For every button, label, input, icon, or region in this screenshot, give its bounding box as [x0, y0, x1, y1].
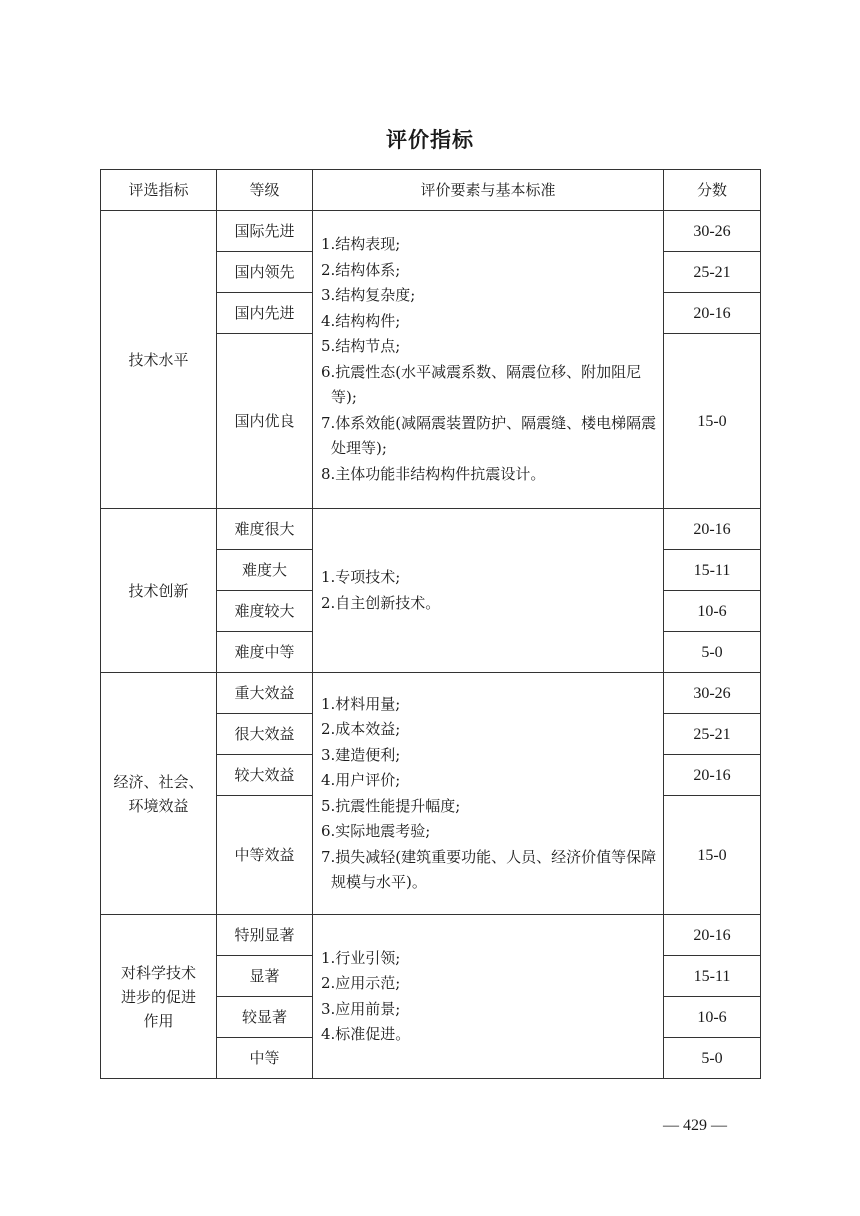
score-cell: 15-11 [664, 956, 761, 997]
score-cell: 15-11 [664, 550, 761, 591]
header-score: 分数 [664, 170, 761, 211]
score-cell: 15-0 [664, 334, 761, 509]
criteria-item: 6.实际地震考验; [321, 822, 431, 840]
header-grade: 等级 [217, 170, 313, 211]
category-cell: 对科学技术进步的促进作用 [101, 915, 217, 1079]
grade-cell: 难度很大 [217, 509, 313, 550]
page-title: 评价指标 [386, 128, 474, 152]
grade-cell: 难度中等 [217, 632, 313, 673]
criteria-cell [313, 509, 664, 673]
grade-cell: 特别显著 [217, 915, 313, 956]
score-cell: 10-6 [664, 591, 761, 632]
grade-cell: 中等效益 [217, 796, 313, 915]
criteria-cell [313, 673, 664, 915]
score-cell: 10-6 [664, 997, 761, 1038]
criteria-item: 3.应用前景; [321, 999, 401, 1018]
score-cell: 5-0 [664, 1038, 761, 1079]
criteria-item: 3.结构复杂度; [321, 286, 416, 304]
criteria-item: 4.结构构件; [321, 311, 401, 330]
criteria-item: 7.体系效能(减隔震装置防护、隔震缝、楼电梯隔震处理等); [321, 413, 657, 457]
score-cell: 30-26 [664, 673, 761, 714]
score-cell: 5-0 [664, 632, 761, 673]
criteria-cell [313, 915, 664, 1079]
grade-cell: 国内领先 [217, 252, 313, 293]
grade-cell: 难度较大 [217, 591, 313, 632]
score-cell: 20-16 [664, 509, 761, 550]
grade-cell: 难度大 [217, 550, 313, 591]
grade-cell: 国内先进 [217, 293, 313, 334]
score-cell: 25-21 [664, 252, 761, 293]
page-number: — 429 — [663, 1117, 727, 1134]
grade-cell: 较大效益 [217, 755, 313, 796]
category-cell: 技术水平 [101, 211, 217, 509]
category-cell: 经济、社会、环境效益 [101, 673, 217, 915]
criteria-item: 1.行业引领; [321, 948, 401, 967]
criteria-item: 5.抗震性能提升幅度; [321, 796, 461, 815]
table-row [101, 673, 761, 714]
criteria-item: 2.自主创新技术。 [321, 593, 441, 612]
table-row [101, 211, 761, 252]
criteria-item: 4.标准促进。 [321, 1025, 411, 1043]
table-row [101, 509, 761, 550]
header-category: 评选指标 [101, 170, 217, 211]
criteria-item: 1.材料用量; [321, 694, 401, 713]
criteria-item: 8.主体功能非结构构件抗震设计。 [321, 464, 546, 483]
grade-cell: 很大效益 [217, 714, 313, 755]
criteria-item: 4.用户评价; [321, 771, 401, 789]
score-cell: 15-0 [664, 796, 761, 915]
score-cell: 25-21 [664, 714, 761, 755]
criteria-cell [313, 211, 664, 509]
evaluation-table [100, 169, 761, 1079]
table-header-row [101, 170, 761, 211]
grade-cell: 国内优良 [217, 334, 313, 509]
score-cell: 30-26 [664, 211, 761, 252]
criteria-item: 2.结构体系; [321, 260, 401, 279]
criteria-item: 7.损失减轻(建筑重要功能、人员、经济价值等保障规模与水平)。 [321, 847, 657, 891]
grade-cell: 中等 [217, 1038, 313, 1079]
score-cell: 20-16 [664, 293, 761, 334]
category-cell: 技术创新 [101, 509, 217, 673]
criteria-item: 5.结构节点; [321, 337, 401, 355]
grade-cell: 重大效益 [217, 673, 313, 714]
grade-cell: 较显著 [217, 997, 313, 1038]
criteria-item: 2.应用示范; [321, 974, 401, 992]
table-row [101, 915, 761, 956]
criteria-item: 3.建造便利; [321, 745, 401, 764]
grade-cell: 显著 [217, 956, 313, 997]
score-cell: 20-16 [664, 915, 761, 956]
criteria-item: 2.成本效益; [321, 720, 401, 738]
criteria-item: 1.结构表现; [321, 235, 401, 253]
header-criteria: 评价要素与基本标准 [313, 170, 664, 211]
grade-cell: 国际先进 [217, 211, 313, 252]
criteria-item: 6.抗震性态(水平减震系数、隔震位移、附加阻尼等); [321, 362, 642, 406]
criteria-item: 1.专项技术; [321, 568, 401, 586]
score-cell: 20-16 [664, 755, 761, 796]
